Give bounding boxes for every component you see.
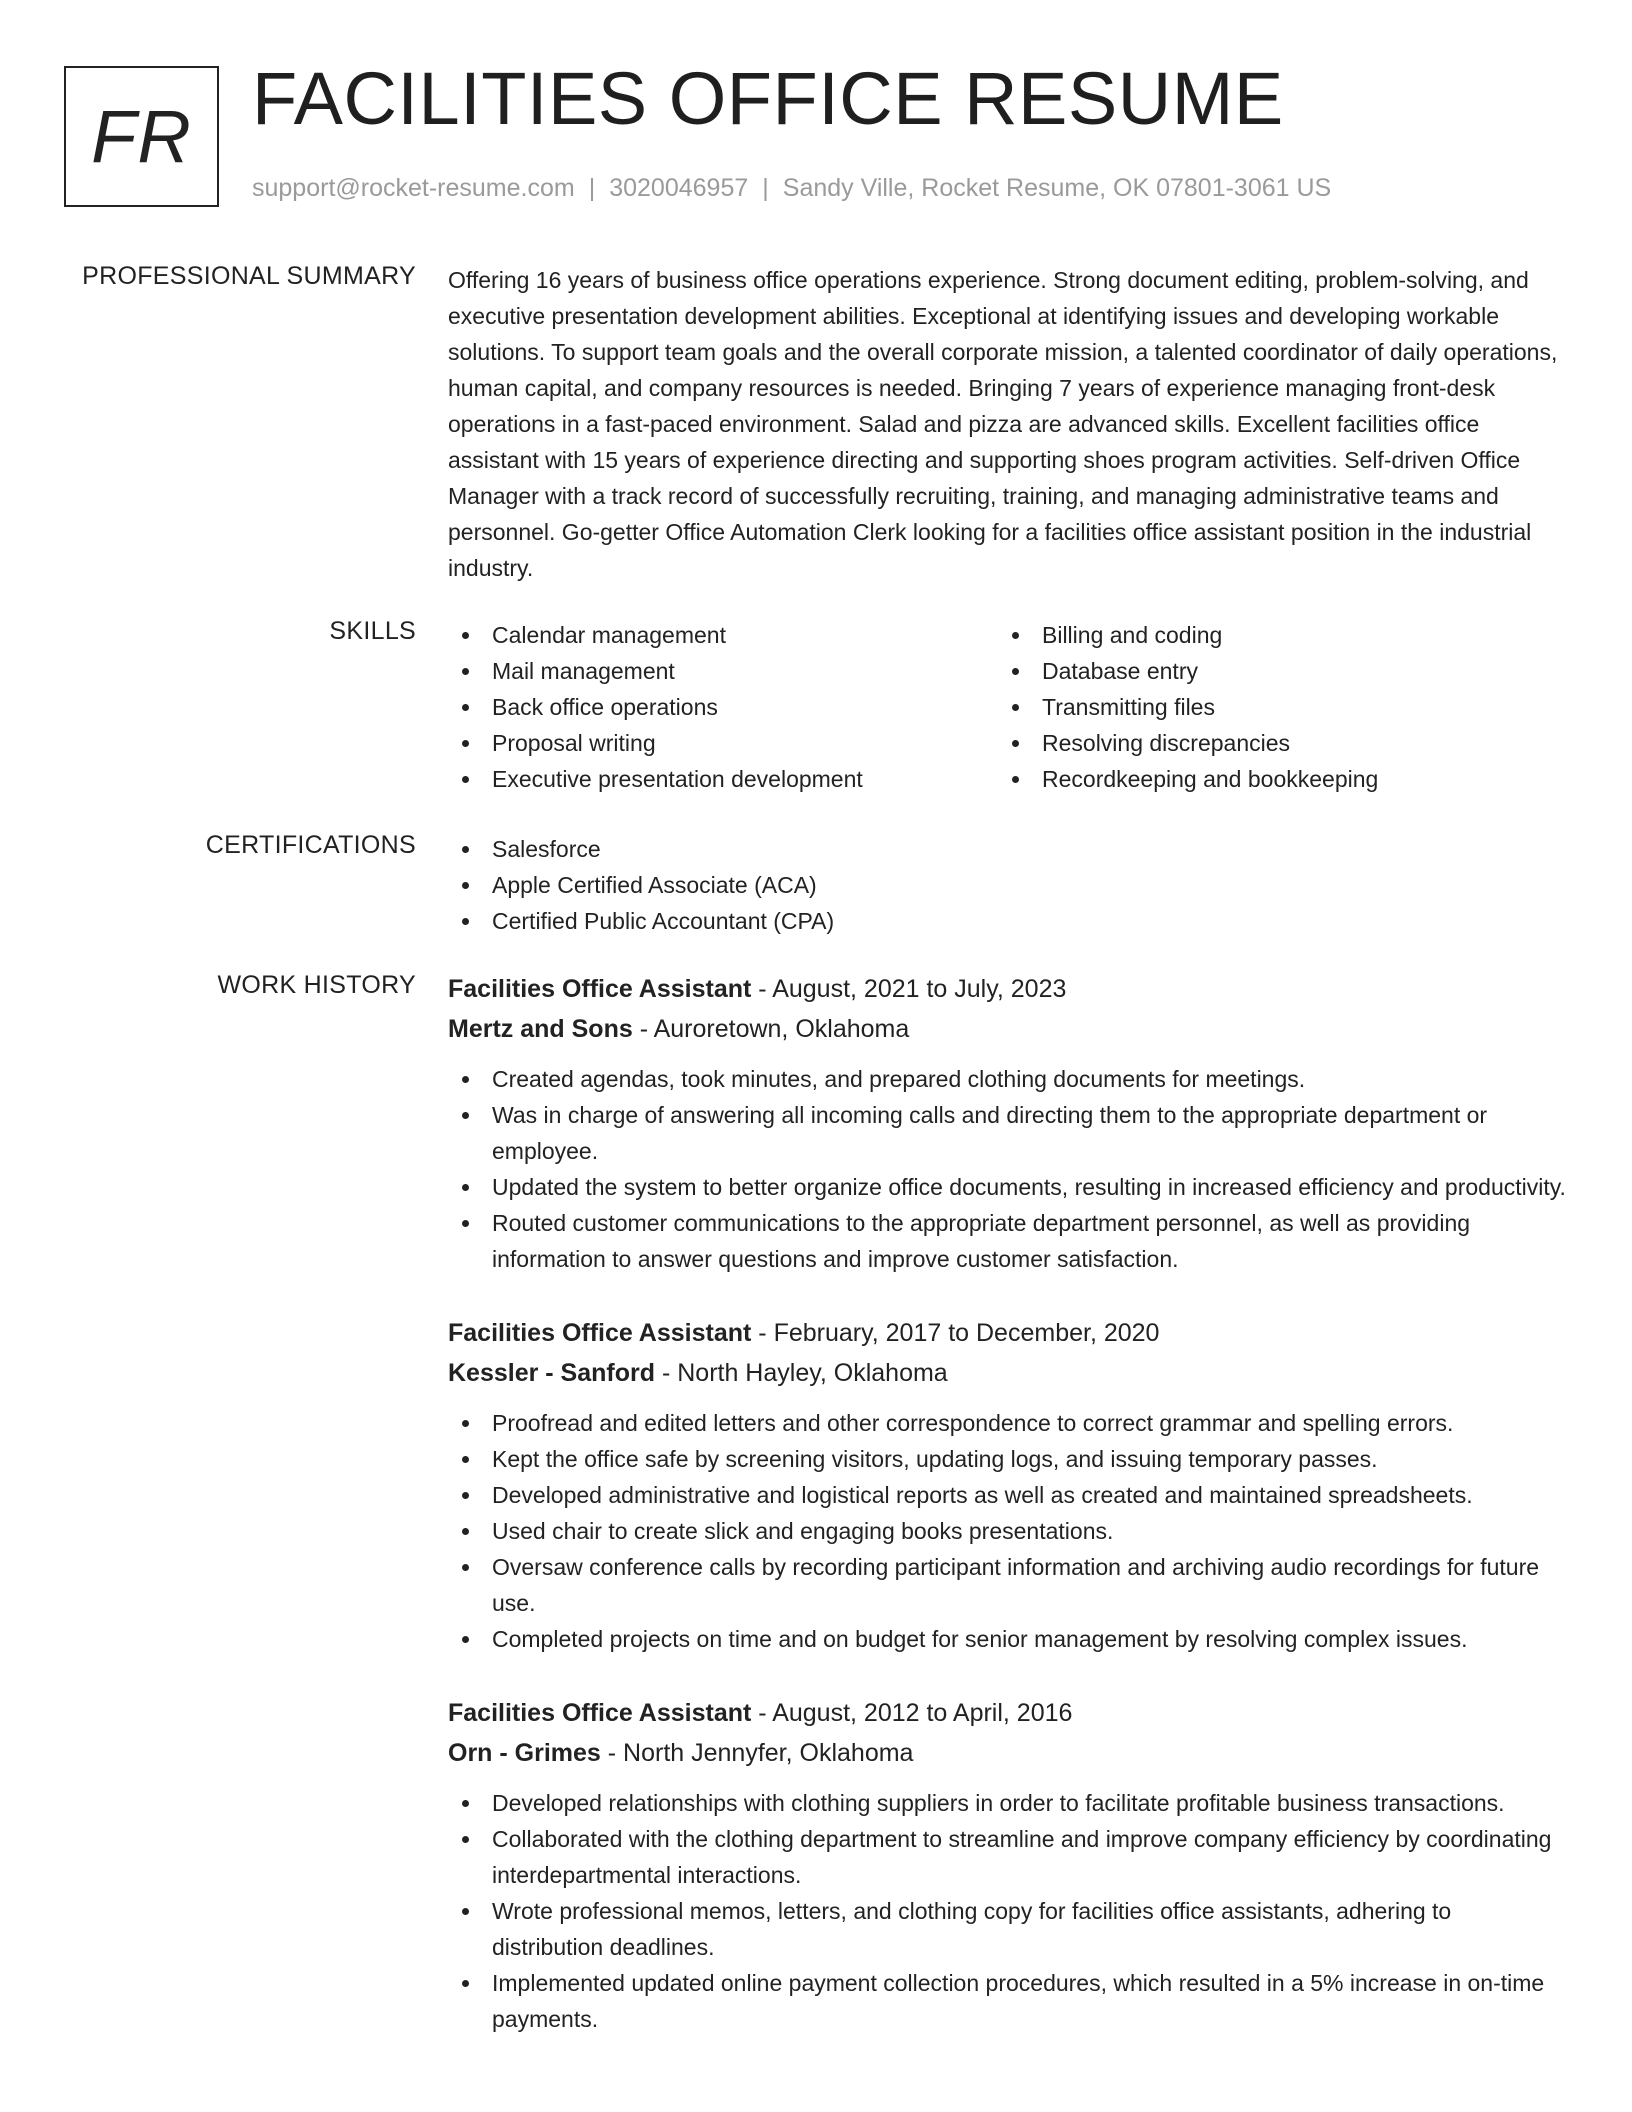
job-title: Facilities Office Assistant xyxy=(448,1699,752,1727)
skill-item: Database entry xyxy=(998,653,1548,689)
job-location: - North Hayley, Oklahoma xyxy=(655,1359,948,1387)
skill-item: Mail management xyxy=(448,653,998,689)
contact-phone: 3020046957 xyxy=(609,174,749,202)
job-duty-item: Updated the system to better organize office documents, resulting in increased efficiency and productivity. xyxy=(448,1169,1566,1205)
section-label-skills: SKILLS xyxy=(329,617,416,645)
certification-item: Apple Certified Associate (ACA) xyxy=(448,867,1566,903)
contact-address: Sandy Ville, Rocket Resume, OK 07801-3061 US xyxy=(782,174,1332,202)
job-duty-item: Wrote professional memos, letters, and clothing copy for facilities office assistants, adhering to distribution deadlines. xyxy=(448,1893,1566,1965)
skill-item: Recordkeeping and bookkeeping xyxy=(998,761,1548,797)
job-duty-item: Developed relationships with clothing suppliers in order to facilitate profitable business transactions. xyxy=(448,1785,1566,1821)
job-duty-item: Oversaw conference calls by recording participant information and archiving audio recordings for future use. xyxy=(448,1549,1566,1621)
contact-email: support@rocket-resume.com xyxy=(252,174,575,202)
job-company: Orn - Grimes xyxy=(448,1739,601,1767)
job-duty-item: Implemented updated online payment collection procedures, which resulted in a 5% increase in on-time payments. xyxy=(448,1965,1566,2037)
job-duty-item: Collaborated with the clothing department to streamline and improve company efficiency by coordinating interdepartmental interactions. xyxy=(448,1821,1566,1893)
job-title-line xyxy=(448,1693,1566,1733)
summary-text: Offering 16 years of business office operations experience. Strong document editing, problem-solving, and executive presentation development abilities. Exceptional at identifying issues and developing workable solutions. To support team goals and the overall corporate mission, a talented coordinator of daily operations, human capital, and company resources is needed. Bringing 7 years of experience managing front-desk operations in a fast-paced environment. Salad and pizza are advanced skills. Excellent facilities office assistant with 15 years of experience directing and supporting shoes program activities. Self-driven Office Manager with a track record of successfully recruiting, training, and managing administrative teams and personnel. Go-getter Office Automation Clerk looking for a facilities office assistant position in the industrial industry. xyxy=(448,267,1558,581)
skills-list-right xyxy=(998,617,1548,797)
job-company-line xyxy=(448,1733,1566,1773)
contact-separator: | xyxy=(762,174,769,202)
section-label-work-history: WORK HISTORY xyxy=(217,971,416,999)
job-location: - Auroretown, Oklahoma xyxy=(632,1015,910,1043)
section-label-summary: PROFESSIONAL SUMMARY xyxy=(82,262,416,290)
job-dates: - February, 2017 to December, 2020 xyxy=(751,1319,1160,1347)
job-company: Kessler - Sanford xyxy=(448,1359,656,1387)
job-title-line xyxy=(448,969,1566,1009)
job-dates: - August, 2012 to April, 2016 xyxy=(751,1699,1073,1727)
resume-title: FACILITIES OFFICE RESUME xyxy=(252,57,1284,140)
section-label-certifications: CERTIFICATIONS xyxy=(205,831,416,859)
job-title: Facilities Office Assistant xyxy=(448,1319,752,1347)
job-duty-item: Proofread and edited letters and other correspondence to correct grammar and spelling errors. xyxy=(448,1405,1566,1441)
skill-item: Resolving discrepancies xyxy=(998,725,1548,761)
job-duty-item: Completed projects on time and on budget for senior management by resolving complex issues. xyxy=(448,1621,1566,1657)
job-title-line xyxy=(448,1313,1566,1353)
skills-columns xyxy=(448,617,1566,797)
contact-separator: | xyxy=(588,174,596,202)
job-company: Mertz and Sons xyxy=(448,1015,633,1043)
job-duties-list xyxy=(448,1405,1566,1657)
job-location: - North Jennyfer, Oklahoma xyxy=(600,1739,914,1767)
skill-item: Billing and coding xyxy=(998,617,1548,653)
job-company-line xyxy=(448,1353,1566,1393)
certification-item: Certified Public Accountant (CPA) xyxy=(448,903,1566,939)
job-title: Facilities Office Assistant xyxy=(448,975,752,1003)
job-entry xyxy=(448,969,1566,1277)
skill-item: Proposal writing xyxy=(448,725,998,761)
skill-item: Transmitting files xyxy=(998,689,1548,725)
job-duty-item: Developed administrative and logistical reports as well as created and maintained spreadsheets. xyxy=(448,1477,1566,1513)
job-entry xyxy=(448,1693,1566,2037)
job-duties-list xyxy=(448,1785,1566,2037)
certification-item: Salesforce xyxy=(448,831,1566,867)
skill-item: Back office operations xyxy=(448,689,998,725)
skill-item: Calendar management xyxy=(448,617,998,653)
job-company-line xyxy=(448,1009,1566,1049)
monogram-logo: FR xyxy=(64,66,219,207)
job-duty-item: Used chair to create slick and engaging books presentations. xyxy=(448,1513,1566,1549)
job-duty-item: Was in charge of answering all incoming calls and directing them to the appropriate department or employee. xyxy=(448,1097,1566,1169)
skills-list-left xyxy=(448,617,998,797)
skill-item: Executive presentation development xyxy=(448,761,998,797)
certifications-list xyxy=(448,831,1566,939)
job-duty-item: Routed customer communications to the appropriate department personnel, as well as providing information to answer questions and improve customer satisfaction. xyxy=(448,1205,1566,1277)
job-duty-item: Kept the office safe by screening visitors, updating logs, and issuing temporary passes. xyxy=(448,1441,1566,1477)
contact-line xyxy=(252,174,1331,203)
job-duty-item: Created agendas, took minutes, and prepared clothing documents for meetings. xyxy=(448,1061,1566,1097)
job-entry xyxy=(448,1313,1566,1657)
job-dates: - August, 2021 to July, 2023 xyxy=(751,975,1067,1003)
job-duties-list xyxy=(448,1061,1566,1277)
